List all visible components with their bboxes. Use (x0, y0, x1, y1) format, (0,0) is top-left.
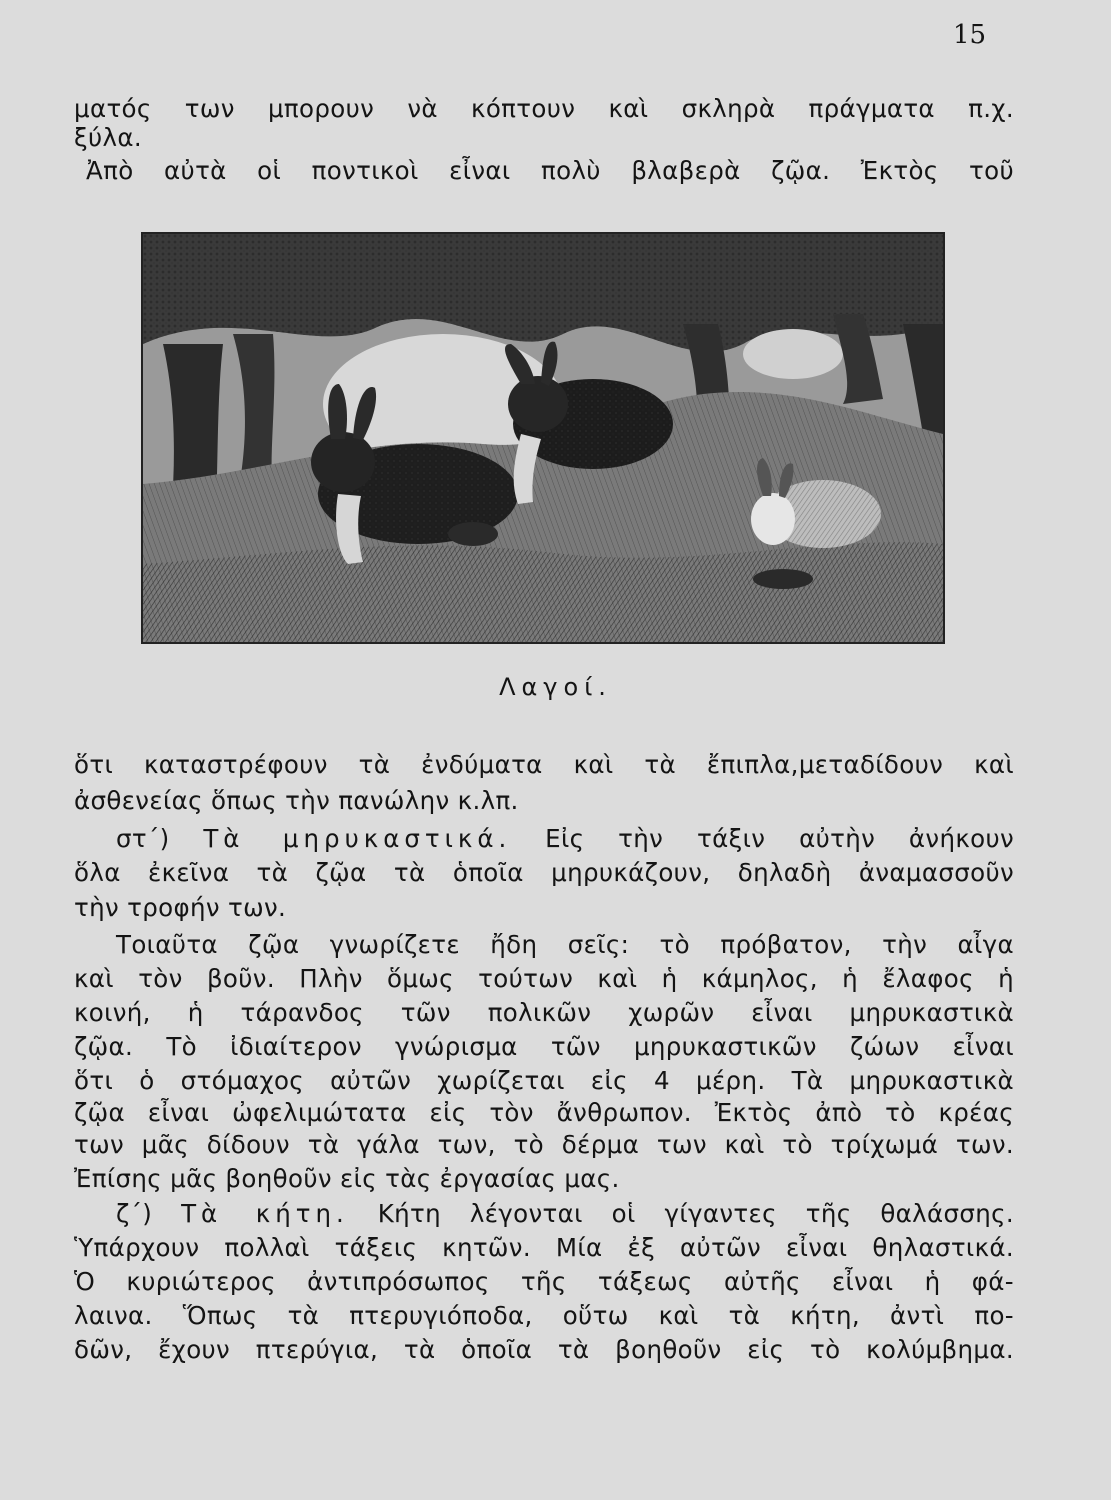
figure-caption: Λαγοί. (499, 673, 612, 701)
text-line: δῶν, ἔχουν πτερύγια, τὰ ὁποῖα τὰ βοηθοῦν εἰς τὸ κολύμβημα. (74, 1335, 1014, 1364)
text-line: ὅτι ὁ στόμαχος αὐτῶν χωρίζεται εἰς 4 μέρη. Τὰ μηρυκαστικὰ (74, 1066, 1014, 1095)
text-line: Ἀπὸ αὐτὰ οἱ ποντικοὶ εἶναι πολὺ βλαβερὰ ζῷα. Ἐκτὸς τοῦ (86, 156, 1014, 185)
text-line: κοινή, ἡ τάρανδος τῶν πολικῶν χωρῶν εἶναι μηρυκαστικὰ (74, 998, 1014, 1027)
text-line: καὶ τὸν βοῦν. Πλὴν ὅμως τούτων καὶ ἡ κάμηλος, ἡ ἔλαφος ἡ (74, 964, 1014, 993)
text-line: ὅλα ἐκεῖνα τὰ ζῷα τὰ ὁποῖα μηρυκάζουν, δηλαδὴ ἀναμασσοῦν (74, 858, 1014, 887)
section-marker: ζ΄) (116, 1199, 153, 1228)
text-line: ζῷα εἶναι ὠφελιμώτατα εἰς τὸν ἄνθρωπον. Ἐκτὸς ἀπὸ τὸ κρέας (74, 1098, 1014, 1127)
text-line: Ὁ κυριώτερος ἀντιπρόσωπος τῆς τάξεως αὐτῆς εἶναι ἡ φά- (74, 1267, 1014, 1296)
rabbits-engraving-icon (143, 234, 943, 642)
text-line: ζῷα. Τὸ ἰδιαίτερον γνώρισμα τῶν μηρυκαστικῶν ζώων εἶναι (74, 1032, 1014, 1061)
section-heading: Τὰ μηρυκαστικά. (203, 824, 512, 853)
text-line: Τοιαῦτα ζῷα γνωρίζετε ἤδη σεῖς: τὸ πρόβατον, τὴν αἶγα (116, 930, 1014, 959)
text-line: Κήτη λέγονται οἱ γίγαντες τῆς θαλάσσης. (377, 1199, 1015, 1228)
text-line: ἀσθενείας ὅπως τὴν πανώλην κ.λπ. (74, 786, 519, 815)
cetaceans-heading-line (116, 1197, 1014, 1231)
rabbits-illustration (141, 232, 945, 644)
ruminants-heading-line (116, 822, 1014, 856)
section-heading: Τὰ κήτη. (181, 1199, 349, 1228)
page-number: 15 (953, 20, 987, 50)
text-line: ξύλα. (74, 123, 143, 152)
text-line: ὅτι καταστρέφουν τὰ ἐνδύματα καὶ τὰ ἔπιπλα,μεταδίδουν καὶ (74, 750, 1014, 779)
text-line: ματός των μπορουν νὰ κόπτουν καὶ σκληρὰ πράγματα π.χ. (74, 94, 1014, 123)
text-line: λαινα. Ὅπως τὰ πτερυγιόποδα, οὕτω καὶ τὰ κήτη, ἀντὶ πο- (74, 1301, 1014, 1330)
text-line: Ὑπάρχουν πολλαὶ τάξεις κητῶν. Μία ἐξ αὐτῶν εἶναι θηλαστικά. (74, 1233, 1014, 1262)
text-line: Ἐπίσης μᾶς βοηθοῦν εἰς τὰς ἐργασίας μας. (74, 1164, 620, 1193)
text-line: των μᾶς δίδουν τὰ γάλα των, τὸ δέρμα των καὶ τὸ τρίχωμά των. (74, 1130, 1014, 1159)
text-line: Εἰς τὴν τάξιν αὐτὴν ἀνήκουν (545, 824, 1015, 853)
section-marker: στ΄) (116, 824, 170, 853)
text-line: τὴν τροφήν των. (74, 893, 287, 922)
